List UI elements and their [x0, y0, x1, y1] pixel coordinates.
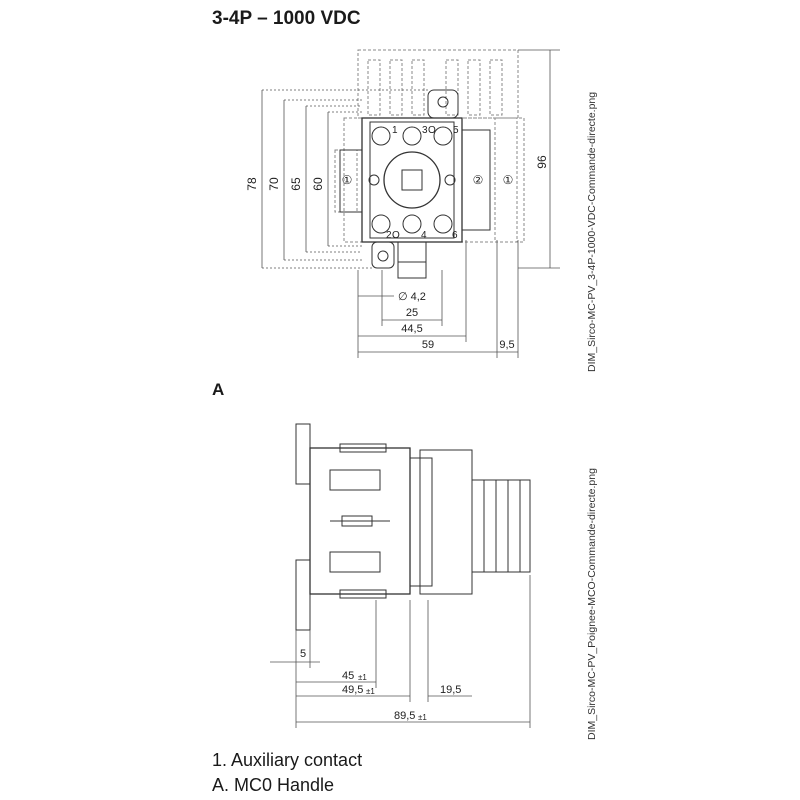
legend-item-handle: A. MC0 Handle — [212, 775, 335, 795]
dim-25: 25 — [405, 307, 419, 319]
dim-45 — [342, 670, 367, 682]
filename-bottom: DIM_Sirco-MC-PV_Poignee-MCO-Commande-directe.png — [586, 468, 598, 740]
dim-5: 5 — [300, 648, 307, 660]
dim-59: 59 — [421, 339, 435, 351]
dim-65: 65 — [289, 177, 303, 191]
flange — [410, 458, 432, 586]
dim-60: 60 — [311, 177, 325, 191]
aux-marker-right: ① — [502, 173, 514, 187]
terminal-label-5: 5 — [453, 125, 459, 136]
dim-89-5-value: 89,5 — [394, 710, 416, 722]
terminal-label-3: 3 — [422, 125, 428, 136]
terminal-label-2: 2 — [386, 230, 392, 241]
dim-45-tol: ±1 — [358, 673, 367, 682]
dim-89-5 — [394, 710, 427, 722]
dim-49-5 — [342, 684, 375, 696]
dim-70: 70 — [267, 177, 281, 191]
dim-19-5: 19,5 — [440, 684, 462, 696]
bracket-bottom — [296, 560, 310, 630]
terminal-extra-top: O — [428, 125, 436, 136]
terminal-label-1: 1 — [392, 125, 398, 136]
dim-96: 96 — [535, 155, 549, 169]
dim-78: 78 — [245, 177, 259, 191]
dim-49-5-value: 49,5 — [342, 684, 364, 696]
legend-item-auxiliary: 1. Auxiliary contact — [212, 750, 363, 770]
second-marker: ② — [472, 173, 484, 187]
dim-45-value: 45 — [342, 670, 355, 682]
dim-44-5: 44,5 — [401, 323, 423, 335]
dim-9-5: 9,5 — [499, 339, 515, 351]
dim-hole: ∅ 4,2 — [398, 291, 426, 303]
bracket-top — [296, 424, 310, 484]
aux-marker-left: ① — [341, 173, 353, 187]
dim-49-5-tol: ±1 — [366, 687, 375, 696]
handle — [472, 480, 530, 572]
terminal-extra-bottom: O — [392, 230, 400, 241]
dim-89-5-tol: ±1 — [418, 713, 427, 722]
handle-base — [420, 450, 472, 594]
section-a-label: A — [212, 380, 225, 399]
page-title: 3-4P – 1000 VDC — [212, 8, 361, 29]
filename-top: DIM_Sirco-MC-PV_3-4P-1000-VDC-Commande-directe.png — [586, 91, 598, 372]
terminal-label-6: 6 — [452, 230, 458, 241]
terminal-label-4: 4 — [421, 230, 427, 241]
